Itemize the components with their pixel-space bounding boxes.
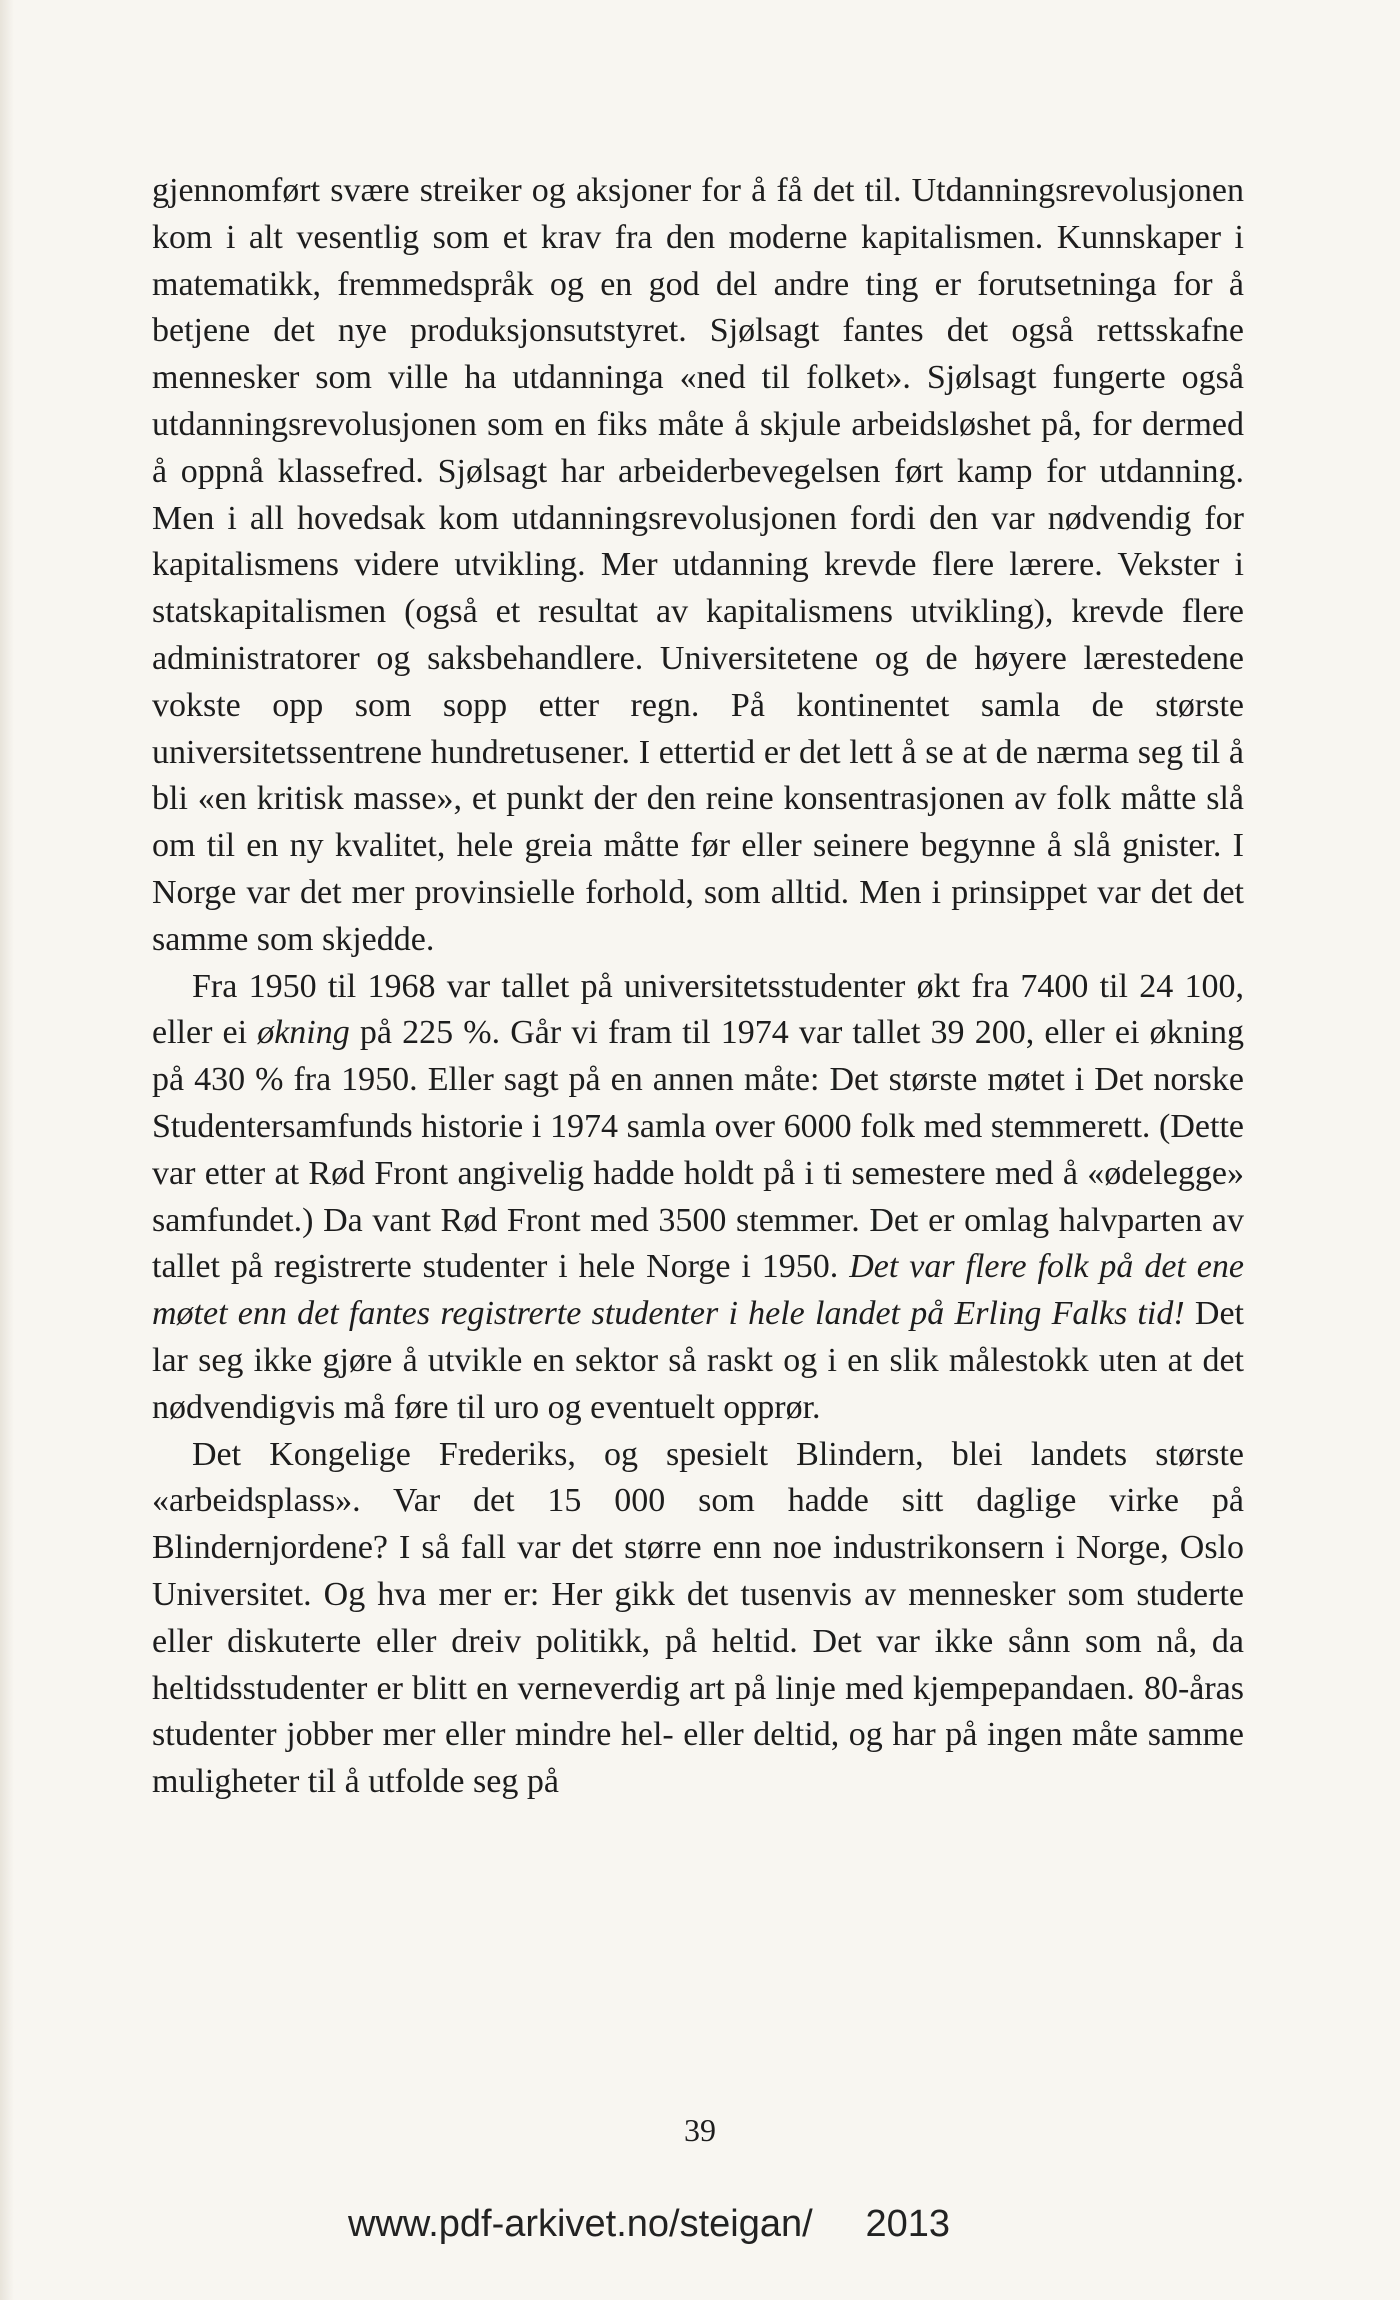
page-number: 39 <box>684 2112 716 2148</box>
page-edge-shadow <box>0 0 14 2300</box>
paragraph-2-emphasis-a: økning <box>257 1014 350 1052</box>
paragraph-3-text: Det Kongelige Frederiks, og spesielt Blindern, blei landets største «arbeidsplass». Var det 15 000 som hadde sitt daglige virke på Blindernjordene? I så fall var det større enn noe industrikonsern i Norge, Oslo Universitet. Og hva mer er: Her gikk det tusenvis av mennesker som studerte eller diskuterte eller dreiv politikk, på heltid. Det var ikke sånn som nå, da heltidsstudenter er blitt en verneverdig art på linje med kjempepandaen. 80-åras studenter jobber mer eller mindre hel- eller deltid, og har på ingen måte samme muligheter til å utfolde seg på <box>152 1435 1244 1801</box>
paragraph-2-text-c: Det lar seg ikke gjøre å utvikle en sektor så raskt og i en slik målestokk uten at det nødvendigvis må føre til uro og eventuelt opprør. <box>152 1295 1244 1426</box>
paragraph-2-text-b: på 225 %. Går vi fram til 1974 var tallet 39 200, eller ei økning på 430 % fra 1950. Eller sagt på en annen måte: Det største møtet i Det norske Studentersamfunds historie i 1974 samla over 6000 folk med stemmerett. (Dette var etter at Rød Front angivelig hadde holdt på i ti semestere med å «ødelegge» samfundet.) Da vant Rød Front med 3500 stemmer. Det er omlag halvparten av tallet på registrerte studenter i hele Norge i 1950. <box>152 1014 1244 1286</box>
paragraph-3 <box>152 1432 1244 1806</box>
paragraph-2-emphasis-b: Det var flere folk på det ene møtet enn det fantes registrerte studenter i hele landet på Erling Falks tid! <box>152 1248 1244 1333</box>
footer-url: www.pdf-arkivet.no/steigan/ <box>348 2203 813 2245</box>
paragraph-1-text: gjennomført svære streiker og aksjoner for å få det til. Utdanningsrevolusjonen kom i alt vesentlig som et krav fra den moderne kapitalismen. Kunnskaper i matematikk, fremmedspråk og en god del andre ting er forutsetninga for å betjene det nye produksjonsutstyret. Sjølsagt fantes det også rettsskafne mennesker som ville ha utdanninga «ned til folket». Sjølsagt fungerte også utdanningsrevolusjonen som en fiks måte å skjule arbeidsløshet på, for dermed å oppnå klassefred. Sjølsagt har arbeiderbevegelsen ført kamp for utdanning. Men i all hovedsak kom utdanningsrevolusjonen fordi den var nødvendig for kapitalismens videre utvikling. Mer utdanning krevde flere lærere. Vekster i statskapitalismen (også et resultat av kapitalismens utvikling), krevde flere administratorer og saksbehandlere. Universitetene og de høyere lærestedene vokste opp som sopp etter regn. På kontinentet samla de største universitetssentrene hundretusener. I ettertid er det lett å se at de nærma seg til å bli «en kritisk masse», et punkt der den reine konsentrasjonen av folk måtte slå om til en ny kvalitet, hele greia måtte før eller seinere begynne å slå gnister. I Norge var det mer provinsielle forhold, som alltid. Men i prinsippet var det det samme som skjedde. <box>152 172 1244 958</box>
footer-year: 2013 <box>865 2203 951 2245</box>
paragraph-2-text-a: Fra 1950 til 1968 var tallet på universitetsstudenter økt fra 7400 til 24 100, eller ei <box>152 967 1244 1052</box>
paragraph-2 <box>152 964 1244 1432</box>
footer-watermark <box>348 2203 950 2246</box>
paragraph-1 <box>152 168 1244 964</box>
body-text <box>152 168 1244 1806</box>
